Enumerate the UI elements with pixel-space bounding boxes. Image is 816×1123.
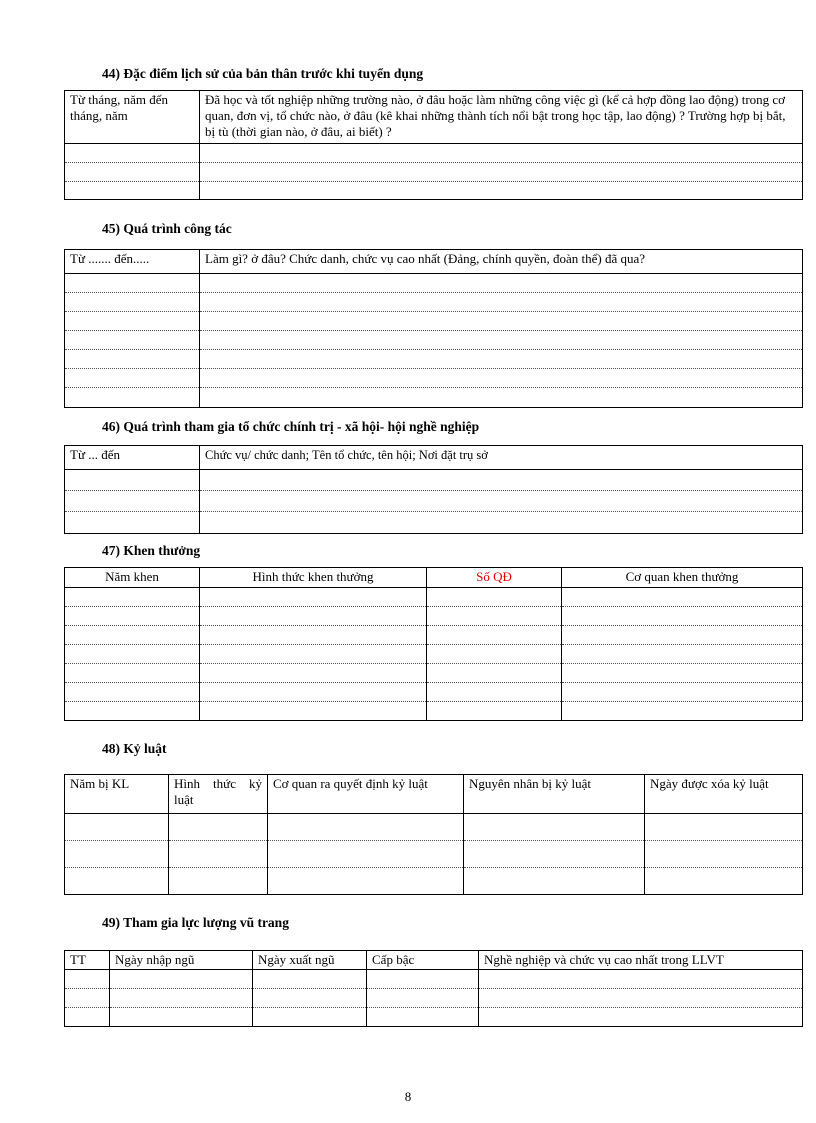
section-45-title: 45) Quá trình công tác <box>102 221 232 236</box>
awards-cell[interactable] <box>65 645 200 664</box>
awards-cell[interactable] <box>427 664 562 683</box>
work-cell[interactable] <box>65 331 200 350</box>
awards-cell[interactable] <box>65 702 200 721</box>
military-cell[interactable] <box>65 989 110 1008</box>
awards-cell[interactable] <box>562 626 803 645</box>
awards-cell[interactable] <box>562 588 803 607</box>
discipline-cell[interactable] <box>65 868 169 895</box>
awards-cell[interactable] <box>65 664 200 683</box>
history-table <box>64 90 803 200</box>
military-cell[interactable] <box>253 1008 367 1027</box>
discipline-col-year: Năm bị KL <box>65 775 169 814</box>
org-cell[interactable] <box>200 491 803 512</box>
discipline-col-cleared-date: Ngày được xóa kỷ luật <box>645 775 803 814</box>
military-col-enlist-date: Ngày nhập ngũ <box>110 951 253 970</box>
history-cell[interactable] <box>65 163 200 182</box>
work-cell[interactable] <box>200 331 803 350</box>
military-table <box>64 950 803 1027</box>
discipline-cell[interactable] <box>464 841 645 868</box>
military-cell[interactable] <box>479 1008 803 1027</box>
awards-col-form: Hình thức khen thưởng <box>200 568 427 588</box>
section-46-title: 46) Quá trình tham gia tổ chức chính trị - xã hội- hội nghề nghiệp <box>102 419 480 434</box>
awards-cell[interactable] <box>65 588 200 607</box>
awards-cell[interactable] <box>562 702 803 721</box>
military-col-discharge-date: Ngày xuất ngũ <box>253 951 367 970</box>
page-number: 8 <box>404 1089 412 1104</box>
org-col-details: Chức vụ/ chức danh; Tên tổ chức, tên hội; Nơi đặt trụ sở <box>200 446 803 470</box>
org-cell[interactable] <box>65 491 200 512</box>
awards-col-decision-number: Số QĐ <box>427 568 562 588</box>
military-cell[interactable] <box>367 989 479 1008</box>
org-cell[interactable] <box>65 470 200 491</box>
awards-cell[interactable] <box>200 645 427 664</box>
work-cell[interactable] <box>65 388 200 408</box>
awards-cell[interactable] <box>65 607 200 626</box>
section-44-title: 44) Đặc điểm lịch sử của bản thân trước khi tuyển dụng <box>102 66 424 81</box>
work-cell[interactable] <box>200 388 803 408</box>
discipline-cell[interactable] <box>169 814 268 841</box>
work-cell[interactable] <box>65 350 200 369</box>
work-cell[interactable] <box>200 274 803 293</box>
discipline-cell[interactable] <box>268 868 464 895</box>
awards-cell[interactable] <box>427 607 562 626</box>
awards-cell[interactable] <box>427 702 562 721</box>
work-cell[interactable] <box>200 350 803 369</box>
awards-cell[interactable] <box>200 664 427 683</box>
awards-table <box>64 567 803 721</box>
work-cell[interactable] <box>200 312 803 331</box>
awards-cell[interactable] <box>427 588 562 607</box>
military-cell[interactable] <box>367 970 479 989</box>
military-col-number: TT <box>65 951 110 970</box>
org-col-period: Từ ... đến <box>65 446 200 470</box>
awards-cell[interactable] <box>65 626 200 645</box>
org-cell[interactable] <box>200 470 803 491</box>
work-cell[interactable] <box>65 312 200 331</box>
discipline-cell[interactable] <box>268 814 464 841</box>
military-cell[interactable] <box>110 970 253 989</box>
awards-cell[interactable] <box>200 702 427 721</box>
work-cell[interactable] <box>200 369 803 388</box>
work-cell[interactable] <box>200 293 803 312</box>
awards-cell[interactable] <box>200 683 427 702</box>
military-cell[interactable] <box>65 1008 110 1027</box>
work-col-details: Làm gì? ở đâu? Chức danh, chức vụ cao nhất (Đảng, chính quyền, đoàn thể) đã qua? <box>200 250 803 274</box>
org-cell[interactable] <box>200 512 803 534</box>
military-col-position: Nghề nghiệp và chức vụ cao nhất trong LLVT <box>479 951 803 970</box>
work-col-period: Từ ....... đến..... <box>65 250 200 274</box>
section-49-title: 49) Tham gia lực lượng vũ trang <box>102 915 289 930</box>
military-cell[interactable] <box>65 970 110 989</box>
organization-table <box>64 445 803 534</box>
discipline-cell[interactable] <box>464 868 645 895</box>
military-cell[interactable] <box>110 989 253 1008</box>
military-cell[interactable] <box>367 1008 479 1027</box>
work-cell[interactable] <box>65 293 200 312</box>
discipline-cell[interactable] <box>65 841 169 868</box>
discipline-table <box>64 774 803 895</box>
history-col-details: Đã học và tốt nghiệp những trường nào, ở đâu hoặc làm những công việc gì (kể cả hợp đồng lao động) trong cơ quan, đơn vị, tổ chức nào, ở đâu (kê khai những thành tích nổi bật trong học tập, lao động) ? Trường hợp bị bắt, bị tù (thời gian nào, ở đâu, ai biết) ? <box>200 91 803 144</box>
awards-cell[interactable] <box>200 626 427 645</box>
discipline-cell[interactable] <box>268 841 464 868</box>
awards-cell[interactable] <box>562 645 803 664</box>
discipline-col-form: Hình thức kỷ luật <box>169 775 268 814</box>
history-cell[interactable] <box>65 182 200 200</box>
history-col-period: Từ tháng, năm đến tháng, năm <box>65 91 200 144</box>
military-cell[interactable] <box>479 989 803 1008</box>
discipline-cell[interactable] <box>645 814 803 841</box>
awards-cell[interactable] <box>427 645 562 664</box>
military-cell[interactable] <box>110 1008 253 1027</box>
discipline-col-agency: Cơ quan ra quyết định kỷ luật <box>268 775 464 814</box>
awards-cell[interactable] <box>562 683 803 702</box>
military-cell[interactable] <box>253 970 367 989</box>
section-47-title: 47) Khen thưởng <box>102 543 201 558</box>
discipline-cell[interactable] <box>645 841 803 868</box>
discipline-cell[interactable] <box>169 841 268 868</box>
military-col-rank: Cấp bậc <box>367 951 479 970</box>
history-cell[interactable] <box>200 163 803 182</box>
history-cell[interactable] <box>200 182 803 200</box>
awards-cell[interactable] <box>562 607 803 626</box>
work-cell[interactable] <box>65 274 200 293</box>
awards-cell[interactable] <box>427 683 562 702</box>
military-cell[interactable] <box>253 989 367 1008</box>
discipline-col-reason: Nguyên nhân bị kỷ luật <box>464 775 645 814</box>
discipline-cell[interactable] <box>464 814 645 841</box>
history-cell[interactable] <box>65 144 200 163</box>
org-cell[interactable] <box>65 512 200 534</box>
awards-col-agency: Cơ quan khen thưởng <box>562 568 803 588</box>
work-cell[interactable] <box>65 369 200 388</box>
discipline-cell[interactable] <box>65 814 169 841</box>
awards-cell[interactable] <box>200 588 427 607</box>
awards-col-year: Năm khen <box>65 568 200 588</box>
work-history-table <box>64 249 803 408</box>
section-48-title: 48) Kỷ luật <box>102 741 167 756</box>
military-cell[interactable] <box>479 970 803 989</box>
discipline-cell[interactable] <box>169 868 268 895</box>
awards-cell[interactable] <box>427 626 562 645</box>
awards-cell[interactable] <box>562 664 803 683</box>
discipline-cell[interactable] <box>645 868 803 895</box>
awards-cell[interactable] <box>65 683 200 702</box>
awards-cell[interactable] <box>200 607 427 626</box>
history-cell[interactable] <box>200 144 803 163</box>
